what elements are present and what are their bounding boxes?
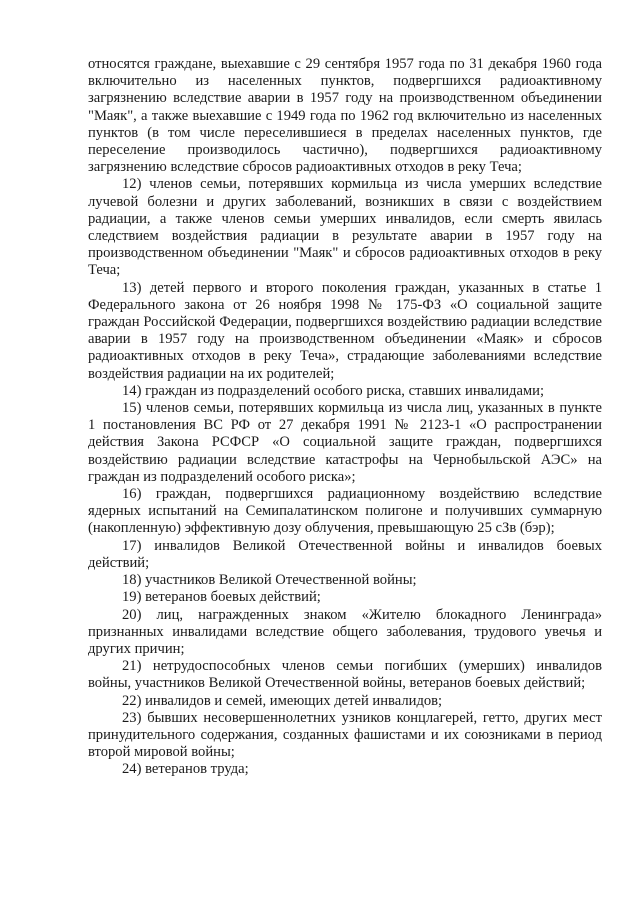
list-item-19: 19) ветеранов боевых действий;	[122, 589, 321, 606]
list-item-15: 15) членов семьи, потерявших кормильца из числа лиц, указанных в пункте 1 постановления ВС РФ от 27 декабря 1991 № 2123-1 «О распространении действия Закона РСФСР «О социальной защите граждан, подвергшихся воздействию радиации вследствие катастрофы на Чернобыльской АЭС» на граждан из подразделений особого риска»;	[88, 400, 602, 485]
document-page	[88, 56, 602, 779]
list-item-20: 20) лиц, награжденных знаком «Жителю блокадного Ленинграда» признанных инвалидами вследствие общего заболевания, трудового увечья и других причин;	[88, 606, 602, 657]
list-item-24: 24) ветеранов труда;	[122, 761, 249, 778]
list-item-21: 21) нетрудоспособных членов семьи погибших (умерших) инвалидов войны, участников Великой Отечественной войны, ветеранов боевых действий;	[88, 658, 602, 692]
paragraph-continuation: относятся граждане, выехавшие с 29 сентября 1957 года по 31 декабря 1960 года включительно из населенных пунктов, подвергшихся радиоактивному загрязнению вследствие аварии в 1957 году на производственном объединении "Маяк", а также выехавшие с 1949 года по 1962 год включительно из населенных пунктов (в том числе переселившиеся в пределах населенных пунктов, где переселение производилось частично), подвергшихся радиоактивному загрязнению вследствие сбросов радиоактивных отходов в реку Теча;	[88, 56, 602, 176]
list-item-12: 12) членов семьи, потерявших кормильца из числа умерших вследствие лучевой болезни и других заболеваний, возникших в связи с воздействием радиации, а также членов семьи умерших инвалидов, если смерть явилась следствием воздействия радиации в результате аварии в 1957 году на производственном объединении "Маяк" и сбросов радиоактивных отходов в реку Теча;	[88, 176, 602, 279]
list-item-13: 13) детей первого и второго поколения граждан, указанных в статье 1 Федерального закона от 26 ноября 1998 № 175-ФЗ «О социальной защите граждан Российской Федерации, подвергшихся воздействию радиации вследствие аварии в 1957 году на производственном объединении «Маяк» и сбросов радиоактивных отходов в реку Теча», страдающие заболеваниями вследствие воздействия радиации на их родителей;	[88, 279, 602, 382]
list-item-17: 17) инвалидов Великой Отечественной войны и инвалидов боевых действий;	[88, 537, 602, 571]
list-item-23: 23) бывших несовершеннолетних узников концлагерей, гетто, других мест принудительного содержания, созданных фашистами и их союзниками в период второй мировой войны;	[88, 709, 602, 761]
list-item-16: 16) граждан, подвергшихся радиационному воздействию вследствие ядерных испытаний на Семипалатинском полигоне и получивших суммарную (накопленную) эффективную дозу облучения, превышающую 25 сЗв (бэр);	[88, 486, 602, 537]
list-item-18: 18) участников Великой Отечественной войны;	[122, 572, 417, 589]
list-item-14: 14) граждан из подразделений особого риска, ставших инвалидами;	[122, 382, 545, 399]
list-item-22: 22) инвалидов и семей, имеющих детей инвалидов;	[122, 692, 443, 709]
